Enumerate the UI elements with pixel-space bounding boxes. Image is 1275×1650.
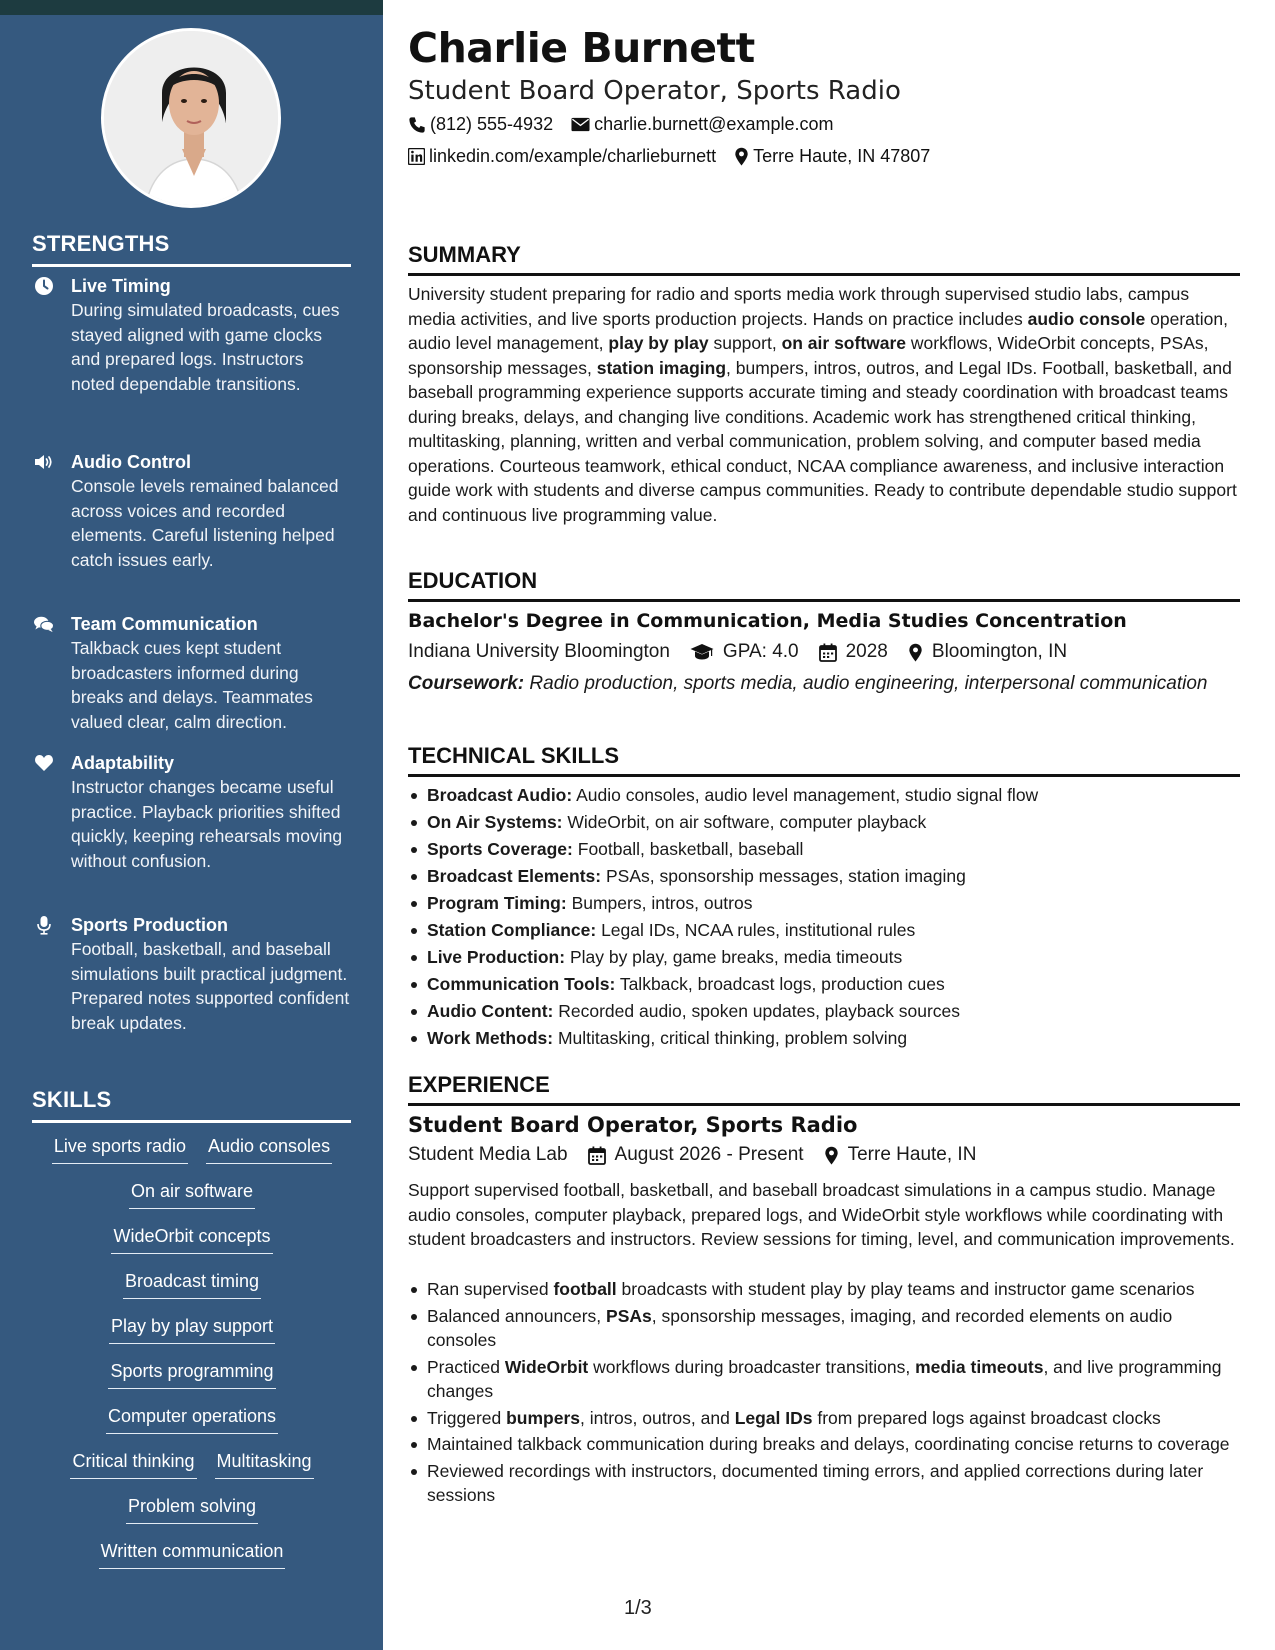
skill-text: WideOrbit, on air software, computer playback — [567, 812, 927, 832]
calendar-icon — [588, 1146, 606, 1165]
map-pin-icon — [908, 643, 923, 662]
bullet-emphasis: football — [553, 1279, 617, 1299]
bullet-text: Practiced — [427, 1356, 505, 1377]
strength-title: Audio Control — [71, 452, 191, 472]
strength-item-sports-production — [32, 913, 352, 1035]
skills-heading: SKILLS — [32, 1087, 351, 1123]
strength-description: Talkback cues kept student broadcasters informed during breaks and delays. Teammates valued clear, calm direction. — [71, 638, 313, 732]
page-number: 1/3 — [624, 1597, 652, 1619]
job-bullets — [408, 1277, 1240, 1510]
skill-text: Football, basketball, baseball — [577, 839, 804, 859]
bullet-text: Reviewed recordings with instructors, documented timing errors, and applied corrections during later sessions — [427, 1460, 1204, 1505]
summary-emphasis: station imaging — [596, 357, 727, 378]
bullet-text: Ran supervised — [427, 1279, 554, 1299]
graduation-year — [819, 641, 888, 663]
envelope-icon — [571, 117, 590, 132]
skills-row — [32, 1313, 352, 1344]
school — [408, 641, 670, 663]
education-meta — [408, 641, 1087, 663]
education-location-text: Bloomington, IN — [931, 641, 1068, 662]
list-item — [408, 1459, 1240, 1508]
strength-item-live-timing — [32, 274, 352, 396]
skill-tag: Critical thinking — [70, 1448, 196, 1479]
strengths-heading: STRENGTHS — [32, 231, 351, 267]
skill-text: Talkback, broadcast logs, production cues — [619, 974, 945, 994]
bullet-emphasis: WideOrbit — [504, 1356, 589, 1377]
skill-label: Broadcast Audio: — [427, 785, 573, 805]
bullet-text: broadcasts with student play by play teams and instructor game scenarios — [616, 1279, 1195, 1299]
linkedin-text: linkedin.com/example/charlieburnett — [429, 146, 717, 166]
technical-skills-heading: TECHNICAL SKILLS — [408, 743, 1240, 777]
profile-portrait-icon — [104, 31, 281, 208]
skill-tag: Sports programming — [108, 1358, 275, 1389]
skill-text: Play by play, game breaks, media timeouts — [569, 947, 903, 967]
strength-title: Sports Production — [71, 915, 228, 935]
coursework-text: Radio production, sports media, audio engineering, interpersonal communication — [529, 673, 1208, 694]
phone-text: (812) 555-4932 — [430, 114, 554, 134]
skills-row — [32, 1223, 352, 1254]
skill-label: Program Timing: — [427, 893, 567, 913]
skill-text: Bumpers, intros, outros — [571, 893, 753, 913]
summary-part: University student preparing for radio and sports media work through supervised studio labs, campus media activities, and live sports production projects. Hands on practice includes — [408, 284, 1190, 329]
bullet-emphasis: Legal IDs — [734, 1407, 813, 1428]
experience-heading: EXPERIENCE — [408, 1072, 1240, 1106]
skills-row — [32, 1448, 352, 1479]
skills-row — [32, 1358, 352, 1389]
summary-emphasis: audio console — [1027, 308, 1146, 329]
summary-part: operation, audio level management, — [408, 308, 1228, 353]
dates-text: August 2026 - Present — [614, 1144, 804, 1165]
location-text: Terre Haute, IN 47807 — [753, 146, 931, 166]
list-item — [408, 836, 1240, 863]
skill-tag: Computer operations — [106, 1403, 278, 1434]
candidate-name: Charlie Burnett — [408, 24, 755, 72]
degree-title: Bachelor's Degree in Communication, Media Studies Concentration — [408, 610, 1127, 632]
skill-label: Communication Tools: — [427, 974, 616, 994]
summary-part: , bumpers, intros, outros, and Legal IDs. Football, basketball, and baseball programming experience supports accurate timing and steady coordination with broadcast teams during breaks, delays, and changing live conditions. Academic work has strengthened critical thinking, multitasking, planning, written and verbal communication, problem solving, and computer based media operations. Courteous teamwork, ethical conduct, NCAA compliance awareness, and inclusive interaction guide work with students and diverse campus communities. Ready to contribute dependable studio support and continuous live programming value. — [408, 357, 1237, 525]
skill-tag: Broadcast timing — [123, 1268, 261, 1299]
list-item — [408, 1277, 1240, 1302]
organization-text: Student Media Lab — [408, 1144, 568, 1165]
skill-text: PSAs, sponsorship messages, station imaging — [605, 866, 966, 886]
gpa — [690, 641, 799, 663]
bullet-text: Balanced announcers, — [427, 1305, 607, 1326]
technical-skills-list — [408, 782, 1240, 1052]
linkedin-contact[interactable] — [408, 146, 716, 167]
candidate-title: Student Board Operator, Sports Radio — [408, 76, 901, 106]
bullet-text: workflows during broadcaster transitions, — [588, 1356, 916, 1377]
summary-part: support, — [708, 333, 782, 353]
skills-row — [32, 1493, 352, 1524]
list-item — [408, 1025, 1240, 1052]
summary-emphasis: on air software — [781, 333, 907, 353]
microphone-icon — [34, 915, 54, 935]
skill-label: Live Production: — [427, 947, 566, 967]
bullet-text: Triggered — [427, 1407, 507, 1428]
summary-emphasis: play by play — [608, 333, 709, 353]
strength-title: Team Communication — [71, 614, 258, 634]
skill-label: Sports Coverage: — [427, 839, 573, 859]
list-item — [408, 890, 1240, 917]
strength-item-adaptability — [32, 751, 352, 873]
skill-label: Work Methods: — [427, 1028, 554, 1048]
list-item — [408, 1432, 1240, 1457]
list-item — [408, 863, 1240, 890]
skill-tag: Live sports radio — [52, 1133, 188, 1164]
skill-tag: On air software — [129, 1178, 255, 1209]
email-text: charlie.burnett@example.com — [594, 114, 834, 134]
coursework-label: Coursework: — [408, 673, 525, 694]
profile-photo — [101, 28, 281, 208]
phone-contact[interactable] — [408, 114, 553, 135]
bullet-text: , and live programming changes — [427, 1356, 1222, 1401]
job-dates — [588, 1144, 804, 1166]
skills-row — [32, 1268, 352, 1299]
skill-tag: Problem solving — [126, 1493, 258, 1524]
job-location — [824, 1144, 977, 1166]
graduation-cap-icon — [690, 643, 714, 661]
skill-tag: Play by play support — [109, 1313, 275, 1344]
job-organization — [408, 1144, 568, 1166]
skill-text: Multitasking, critical thinking, problem solving — [557, 1028, 908, 1048]
job-summary: Support supervised football, basketball, and baseball broadcast simulations in a campus studio. Manage audio consoles, computer playback, prepared logs, and WideOrbit style workflows while coordinating with student broadcasters and instructors. Review sessions for timing, level, and communication improvements. — [408, 1180, 1235, 1249]
skill-text: Recorded audio, spoken updates, playback sources — [558, 1001, 961, 1021]
email-contact[interactable] — [571, 114, 833, 135]
school-name: Indiana University Bloomington — [408, 641, 670, 662]
gpa-text: GPA: 4.0 — [722, 641, 799, 662]
sidebar — [0, 0, 383, 1650]
sidebar-top-bar — [0, 0, 383, 15]
list-item — [408, 998, 1240, 1025]
calendar-icon — [819, 643, 837, 662]
strength-description: During simulated broadcasts, cues stayed aligned with game clocks and prepared logs. Instructors noted dependable transitions. — [71, 300, 340, 394]
phone-icon — [408, 116, 426, 134]
list-item — [408, 1304, 1240, 1353]
skill-label: Broadcast Elements: — [427, 866, 602, 886]
bullet-emphasis: media timeouts — [915, 1356, 1044, 1377]
education-heading: EDUCATION — [408, 568, 1240, 602]
heart-icon — [34, 753, 54, 773]
location-contact — [734, 146, 930, 167]
job-location-text: Terre Haute, IN — [847, 1144, 977, 1165]
bullet-text: , sponsorship messages, imaging, and recorded elements on audio consoles — [427, 1305, 1173, 1350]
skills-row — [32, 1133, 352, 1164]
coursework — [408, 672, 1240, 696]
strength-item-audio-control — [32, 450, 352, 572]
strength-description: Console levels remained balanced across voices and recorded elements. Careful listening helped catch issues early. — [71, 476, 339, 570]
skill-text: Audio consoles, audio level management, studio signal flow — [576, 785, 1039, 805]
volume-icon — [34, 452, 54, 472]
summary-text — [408, 282, 1240, 527]
skills-row — [32, 1178, 352, 1209]
map-pin-icon — [734, 147, 749, 166]
list-item — [408, 917, 1240, 944]
map-pin-icon — [824, 1146, 839, 1165]
bullet-emphasis: bumpers — [506, 1407, 581, 1428]
job-title: Student Board Operator, Sports Radio — [408, 1113, 858, 1137]
skill-label: Audio Content: — [427, 1001, 554, 1021]
skill-label: Station Compliance: — [427, 920, 597, 940]
contact-row-2 — [408, 146, 948, 167]
strength-item-team-communication — [32, 612, 352, 734]
linkedin-icon — [408, 148, 425, 165]
comments-icon — [34, 614, 54, 634]
strength-description: Football, basketball, and baseball simulations built practical judgment. Prepared notes supported confident break updates. — [71, 939, 350, 1033]
clock-icon — [34, 276, 54, 296]
skills-row — [32, 1403, 352, 1434]
skill-tag: Audio consoles — [206, 1133, 332, 1164]
strength-title: Live Timing — [71, 276, 171, 296]
skill-tag: Multitasking — [215, 1448, 314, 1479]
list-item — [408, 944, 1240, 971]
bullet-text: Maintained talkback communication during breaks and delays, coordinating concise returns to coverage — [427, 1434, 1230, 1454]
skills-row — [32, 1538, 352, 1569]
skill-tag: WideOrbit concepts — [111, 1223, 272, 1254]
contact-row-1 — [408, 114, 851, 135]
strength-description: Instructor changes became useful practice. Playback priorities shifted quickly, keeping rehearsals moving without confusion. — [71, 777, 343, 871]
bullet-emphasis: PSAs — [606, 1305, 652, 1326]
summary-part: workflows, WideOrbit concepts, PSAs, sponsorship messages, — [408, 333, 1209, 378]
bullet-text: , intros, outros, and — [580, 1407, 735, 1428]
skill-tag: Written communication — [99, 1538, 286, 1569]
education-location — [908, 641, 1067, 663]
list-item — [408, 782, 1240, 809]
bullet-text: from prepared logs against broadcast clocks — [812, 1407, 1161, 1428]
strength-title: Adaptability — [71, 753, 175, 773]
list-item — [408, 809, 1240, 836]
list-item — [408, 1406, 1240, 1431]
list-item — [408, 971, 1240, 998]
year-text: 2028 — [845, 641, 888, 662]
skill-label: On Air Systems: — [427, 812, 563, 832]
list-item — [408, 1355, 1240, 1404]
job-meta — [408, 1144, 996, 1166]
skill-text: Legal IDs, NCAA rules, institutional rules — [601, 920, 916, 940]
summary-heading: SUMMARY — [408, 242, 1240, 276]
